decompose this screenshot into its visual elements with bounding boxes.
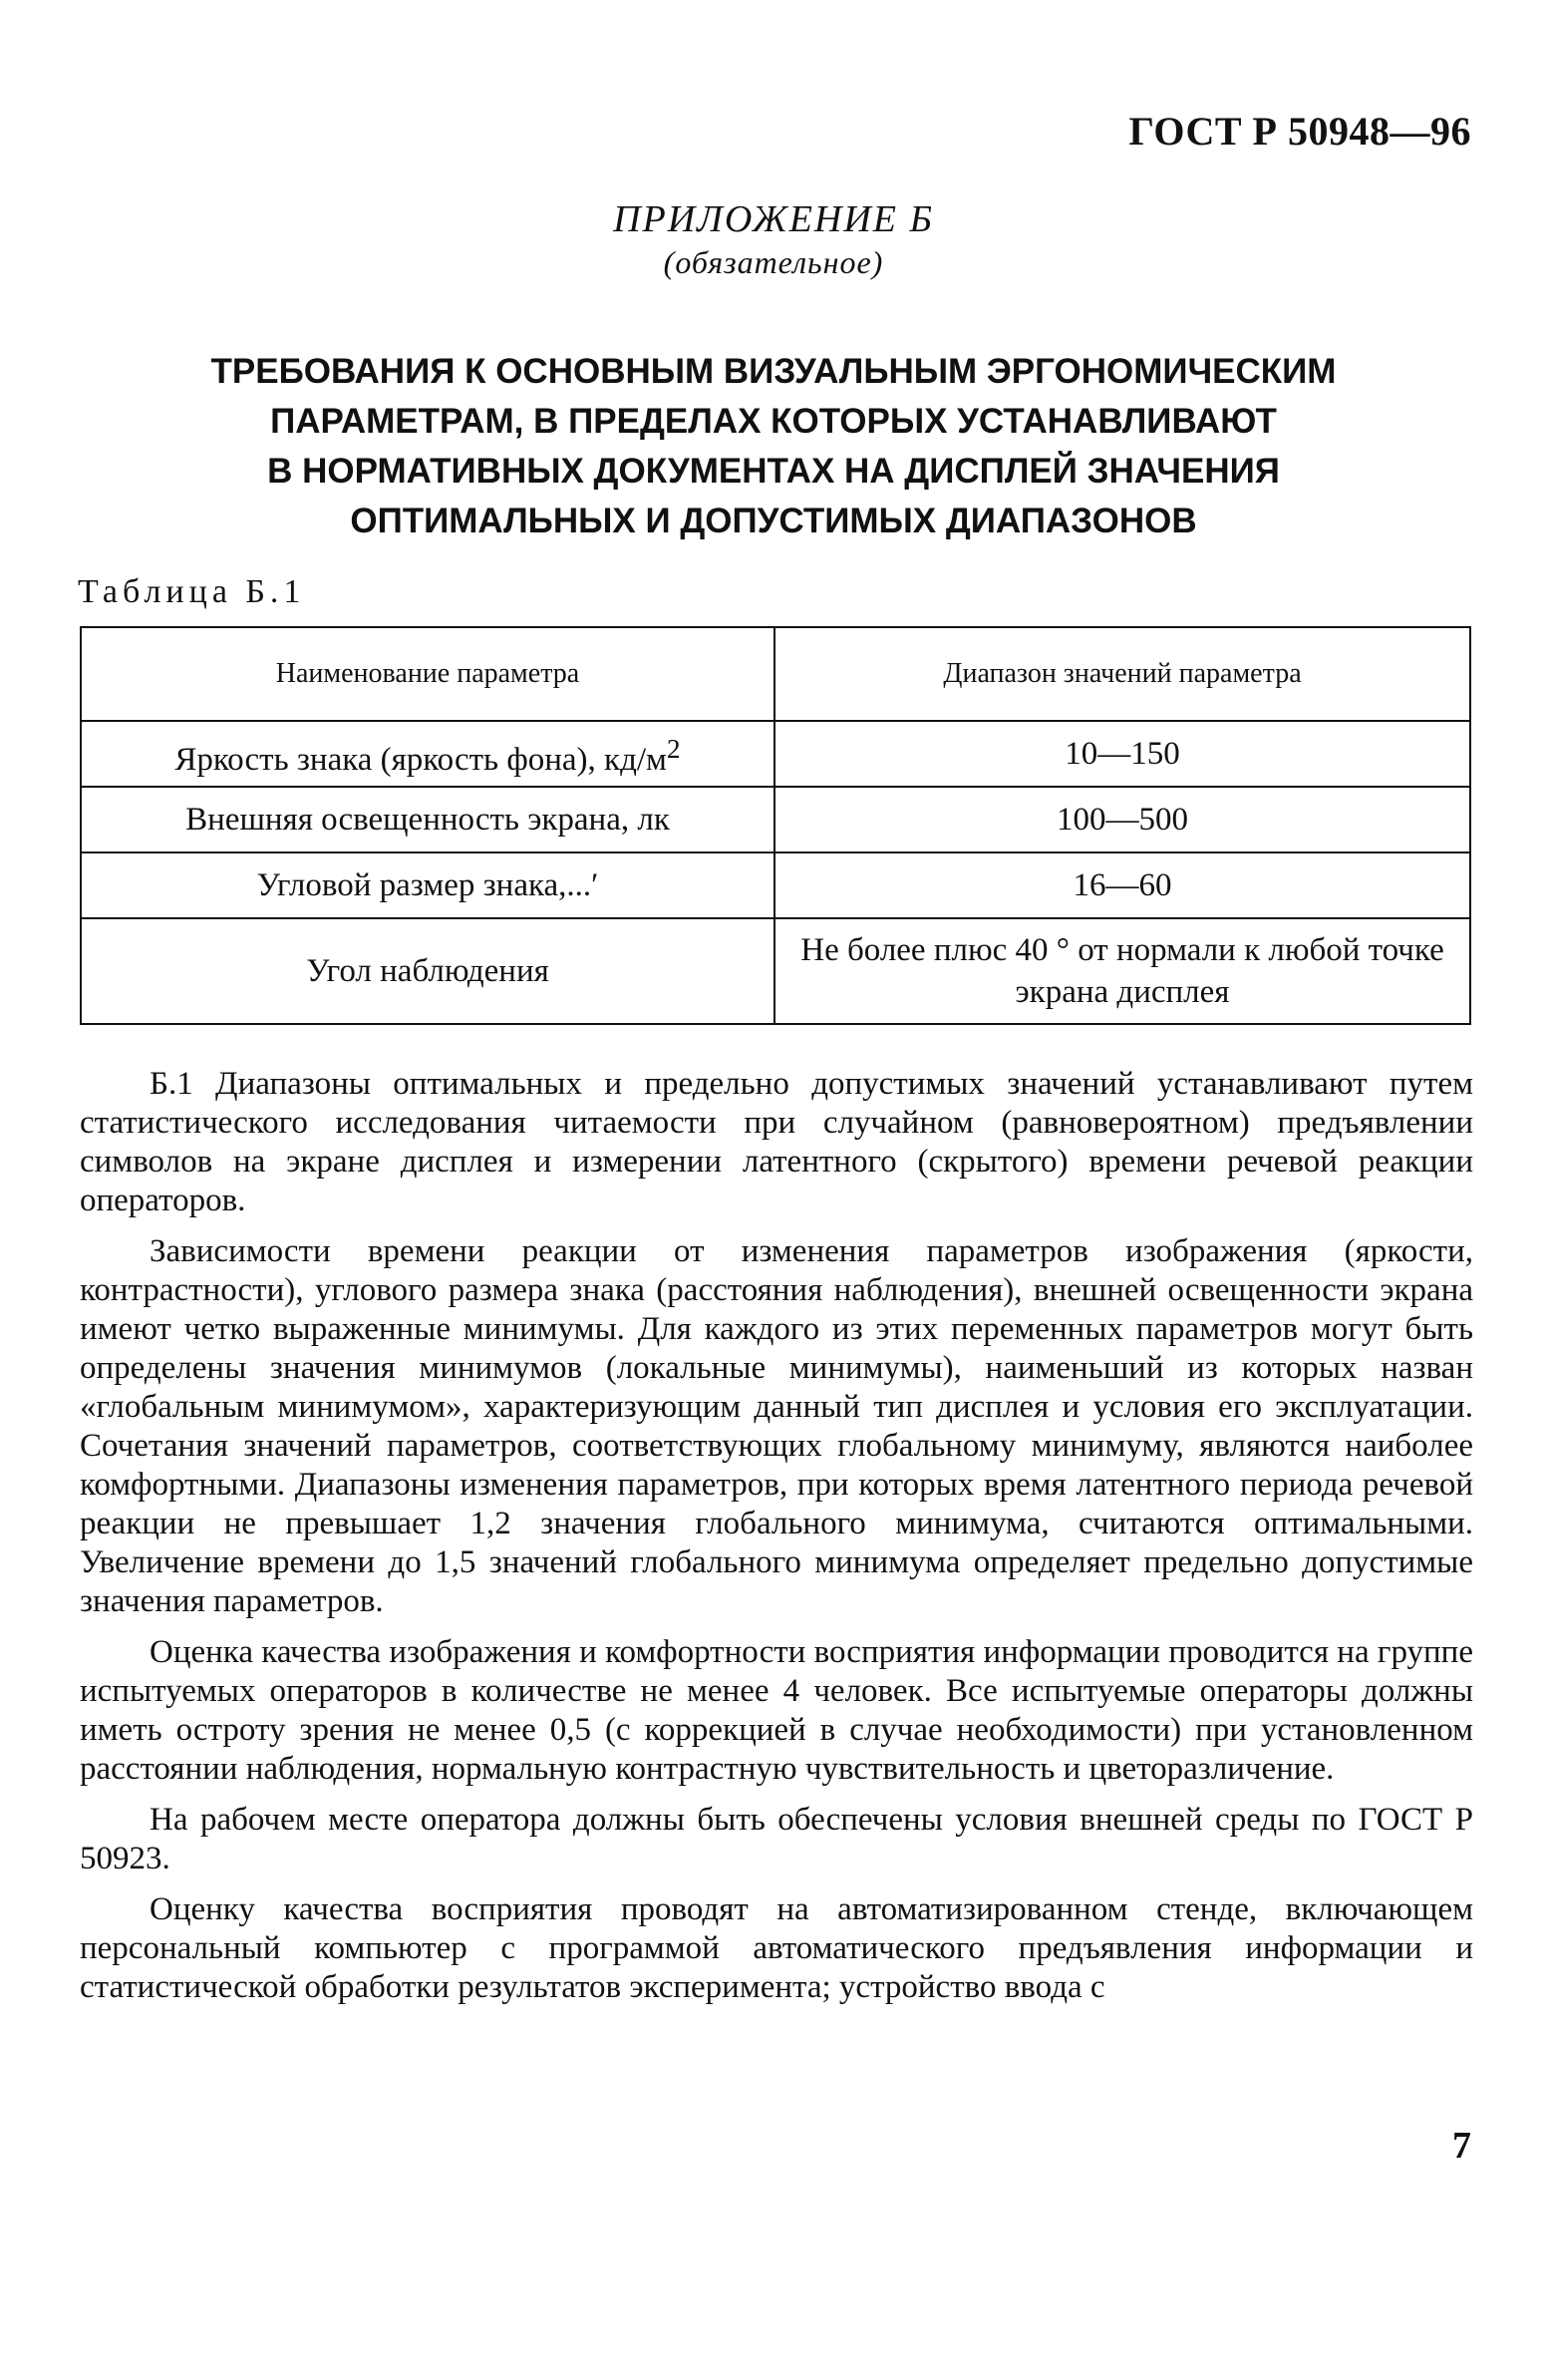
heading-line: ТРЕБОВАНИЯ К ОСНОВНЫМ ВИЗУАЛЬНЫМ ЭРГОНОМИЧЕСКИМ bbox=[210, 352, 1337, 391]
paragraph: Оценка качества изображения и комфортности восприятия информации проводится на группе испытуемых операторов в количестве не менее 4 человек. Все испытуемые операторы должны иметь остроту зрения не менее 0,5 (с коррекцией в случае необходимости) при установленном расстоянии наблюдения, нормальную контрастную чувствительность и цветоразличение. bbox=[80, 1634, 1473, 1787]
parameters-table bbox=[80, 626, 1471, 1025]
paragraph: Оценку качества восприятия проводят на автоматизированном стенде, включающем персональный компьютер с программой автоматического предъявления информации и статистической обработки результатов эксперимента; устройство ввода с bbox=[80, 1891, 1473, 2005]
parameter-value-cell: 10—150 bbox=[774, 721, 1470, 787]
parameter-name-text: Яркость знака (яркость фона), кд/м bbox=[174, 741, 667, 778]
heading-line: В НОРМАТИВНЫХ ДОКУМЕНТАХ НА ДИСПЛЕЙ ЗНАЧЕНИЯ bbox=[267, 452, 1280, 491]
header-parameter-name: Наименование параметра bbox=[81, 627, 774, 721]
parameter-name-cell: Угол наблюдения bbox=[81, 918, 774, 1024]
unit-superscript: 2 bbox=[666, 732, 681, 764]
table-row bbox=[81, 918, 1470, 1024]
standard-number: ГОСТ Р 50948—96 bbox=[1128, 109, 1471, 154]
parameter-name-cell bbox=[81, 721, 774, 787]
parameter-name-cell: Внешняя освещенность экрана, лк bbox=[81, 787, 774, 852]
appendix-title: ПРИЛОЖЕНИЕ Б bbox=[613, 198, 934, 240]
table-row bbox=[81, 721, 1470, 787]
parameter-value-cell: Не более плюс 40 ° от нормали к любой точке экрана дисплея bbox=[774, 918, 1470, 1024]
parameter-value-cell: 16—60 bbox=[774, 852, 1470, 918]
table-row bbox=[81, 787, 1470, 852]
body-text bbox=[80, 1065, 1473, 2019]
heading-line: ОПТИМАЛЬНЫХ И ДОПУСТИМЫХ ДИАПАЗОНОВ bbox=[350, 502, 1197, 540]
paragraph: Зависимости времени реакции от изменения параметров изображения (яркости, контрастности), углового размера знака (расстояния наблюдения), внешней освещенности экрана имеют четко выраженные минимумы. Для каждого из этих переменных параметров могут быть определены значения минимумов (локальные минимумы), наименьший из которых назван «глобальным минимумом», характеризующим данный тип дисплея и условия его эксплуатации. Сочетания значений параметров, соответствующих глобальному минимуму, являются наиболее комфортными. Диапазоны изменения параметров, при которых время латентного периода речевой реакции не превышает 1,2 значения глобального минимума, считаются оптимальными. Увеличение времени до 1,5 значений глобального минимума определяет предельно допустимые значения параметров. bbox=[80, 1233, 1473, 1619]
parameter-value-cell: 100—500 bbox=[774, 787, 1470, 852]
parameter-name-cell: Угловой размер знака,...′ bbox=[81, 852, 774, 918]
section-heading bbox=[80, 347, 1467, 546]
page-number: 7 bbox=[1452, 2125, 1471, 2167]
table-caption: Таблица Б.1 bbox=[78, 573, 306, 610]
appendix-status: (обязательное) bbox=[663, 244, 884, 280]
paragraph: На рабочем месте оператора должны быть обеспечены условия внешней среды по ГОСТ Р 50923. bbox=[80, 1802, 1473, 1876]
table-header-row bbox=[81, 627, 1470, 721]
table-row bbox=[81, 852, 1470, 918]
paragraph: Б.1 Диапазоны оптимальных и предельно допустимых значений устанавливают путем статистического исследования читаемости при случайном (равновероятном) предъявлении символов на экране дисплея и измерении латентного (скрытого) времени речевой реакции операторов. bbox=[80, 1066, 1473, 1218]
heading-line: ПАРАМЕТРАМ, В ПРЕДЕЛАХ КОТОРЫХ УСТАНАВЛИВАЮТ bbox=[270, 402, 1277, 441]
header-parameter-range: Диапазон значений параметра bbox=[774, 627, 1470, 721]
